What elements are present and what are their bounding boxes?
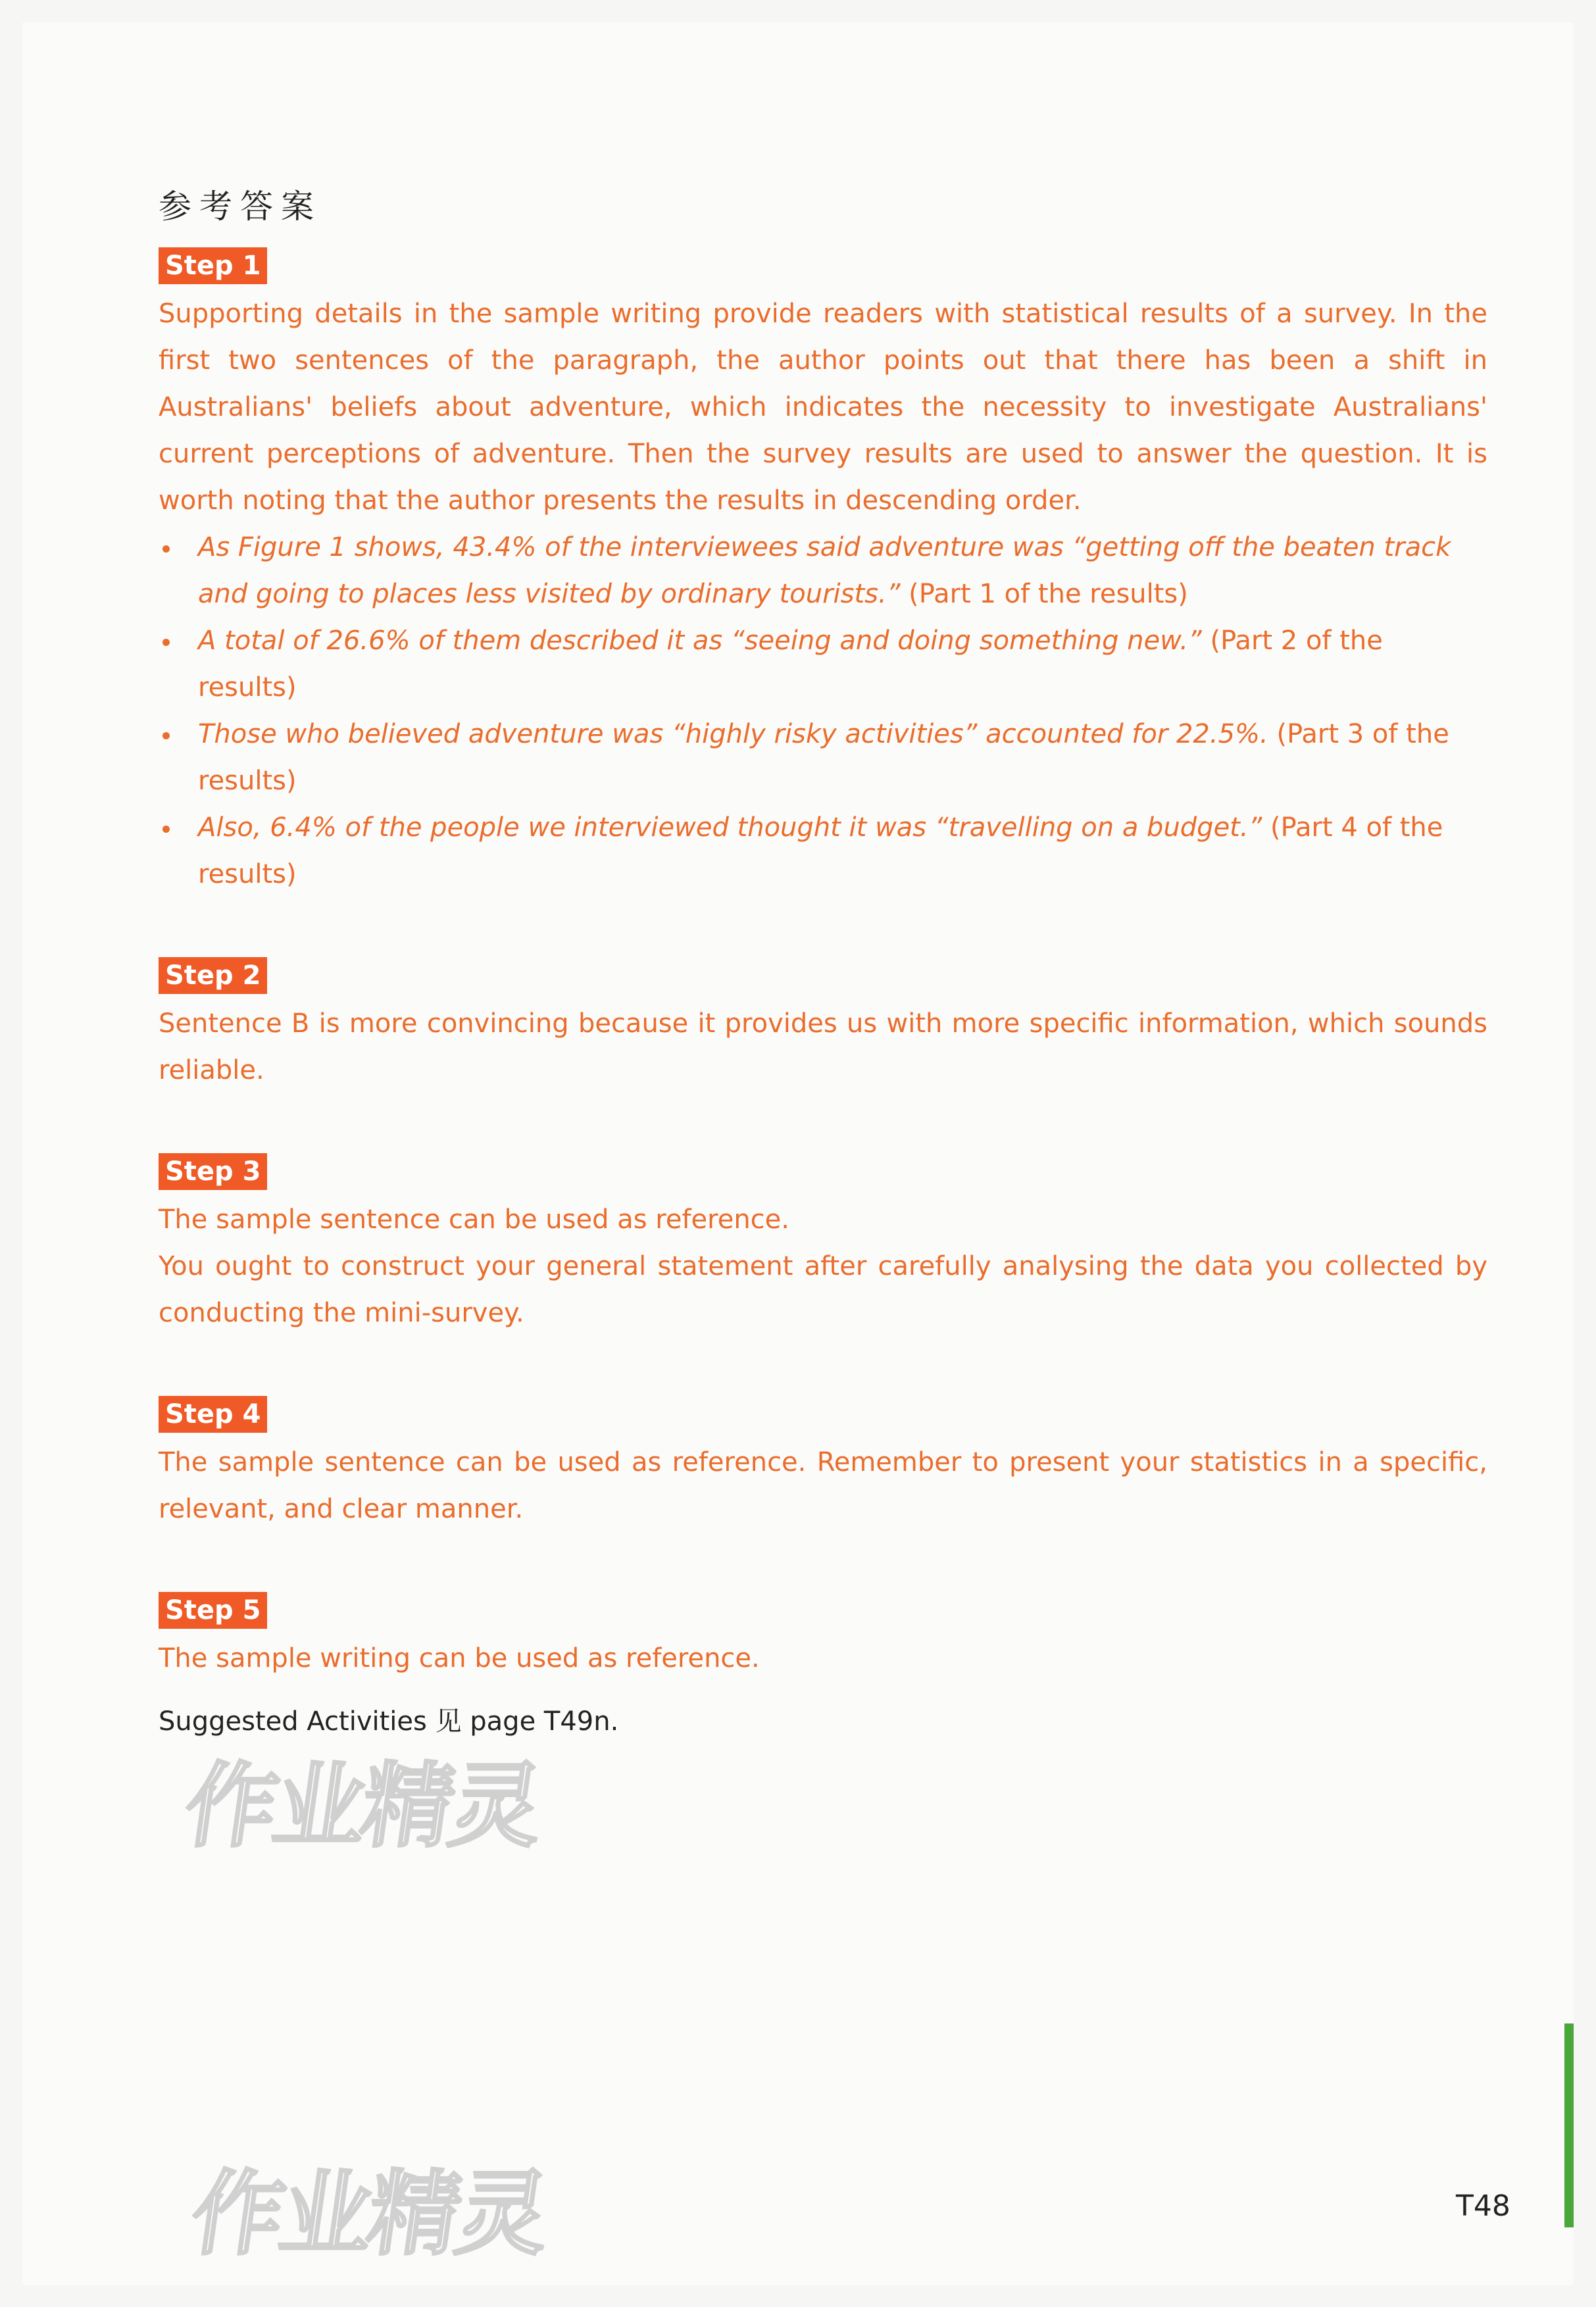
step-2-text: Sentence B is more convincing because it provides us with more specific information, which sounds reliable. [159, 1008, 1487, 1085]
suggested-activities: Suggested Activities 见 page T49n. [159, 1706, 619, 1737]
page-heading: 参考答案 [159, 187, 322, 226]
step-3-line-2: You ought to construct your general statement after carefully analysing the data you collected by conducting the mini-survey. [159, 1251, 1487, 1328]
step-2-badge: Step 2 [159, 957, 267, 994]
step-5-badge: Step 5 [159, 1592, 267, 1629]
step-3-line-1: The sample sentence can be used as reference. [159, 1204, 789, 1235]
page-number: T48 [1456, 2189, 1510, 2223]
step-4-section [159, 1396, 1487, 1533]
step-5-text: The sample writing can be used as reference. [159, 1643, 760, 1674]
step-4-badge: Step 4 [159, 1396, 267, 1433]
step-1-badge: Step 1 [159, 247, 267, 284]
answer-content [159, 180, 1487, 1741]
watermark: 作业精灵 [184, 2161, 553, 2268]
list-item: As Figure 1 shows, 43.4% of the interviewees said adventure was “getting off the beaten track and going to places less visited by ordinary tourists.” (Part 1 of the results) [159, 524, 1487, 618]
chapter-tab-bar [1564, 2023, 1574, 2227]
step-1-intro: Supporting details in the sample writing provide readers with statistical results of a survey. In the first two sentences of the paragraph, the author points out that there has been a shift in Australians' beliefs about adventure, which indicates the necessity to investigate Australians' current perceptions of adventure. Then the survey results are used to answer the question. It is worth noting that the author presents the results in descending order. [159, 299, 1487, 516]
list-item: Those who believed adventure was “highly risky activities” accounted for 22.5%. (Part 3 of the results) [159, 711, 1487, 805]
step-1-section [159, 247, 1487, 898]
list-item: A total of 26.6% of them described it as “seeing and doing something new.” (Part 2 of the results) [159, 618, 1487, 711]
step-2-section [159, 957, 1487, 1094]
step-3-badge: Step 3 [159, 1153, 267, 1190]
step-3-section [159, 1153, 1487, 1337]
watermark: 作业精灵 [178, 1753, 546, 1860]
list-item: Also, 6.4% of the people we interviewed thought it was “travelling on a budget.” (Part 4 of the results) [159, 805, 1487, 898]
step-1-bullet-list [159, 524, 1487, 898]
step-5-section [159, 1592, 1487, 1682]
page [22, 22, 1574, 2285]
step-4-text: The sample sentence can be used as reference. Remember to present your statistics in a specific, relevant, and clear manner. [159, 1447, 1487, 1524]
